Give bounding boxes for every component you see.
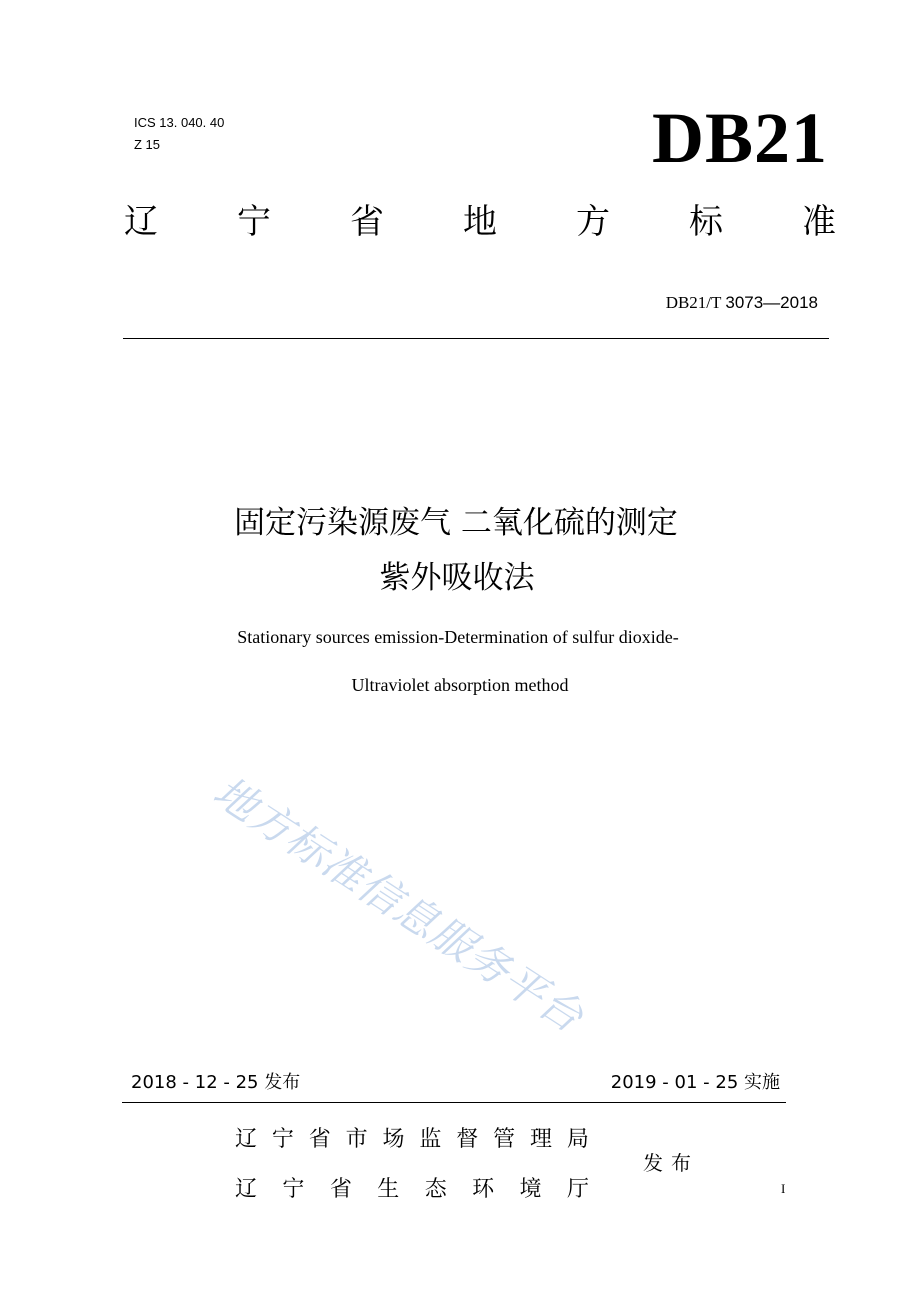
standard-type-char: 辽: [124, 202, 158, 242]
standard-number: [666, 292, 818, 314]
issue-date: 2018 - 12 - 25 发布: [131, 1072, 301, 1093]
issuer-char: 场: [382, 1127, 405, 1152]
top-divider: [123, 338, 829, 339]
standard-type-char: 准: [802, 202, 836, 242]
title-cn-line1: 固定污染源废气 二氧化硫的测定: [234, 505, 678, 541]
standard-type-char: 宁: [237, 202, 271, 242]
issuer-char: 辽: [235, 1177, 258, 1202]
standard-type-char: 地: [463, 202, 497, 242]
standard-number-value: 3073—2018: [725, 293, 818, 312]
issuer-line2: [235, 1175, 589, 1205]
standard-type-char: 方: [576, 202, 610, 242]
implementation-date: 2019 - 01 - 25 实施: [610, 1072, 780, 1093]
issuer-char: 辽: [235, 1127, 258, 1152]
title-en-line2: Ultraviolet absorption method: [351, 675, 569, 695]
standard-number-prefix: DB21/T: [665, 293, 722, 312]
issuer-char: 监: [419, 1127, 442, 1152]
standard-type-char: 省: [350, 202, 384, 242]
watermark: 地方标准信息服务平台: [204, 766, 593, 1043]
classification-codes: [134, 114, 224, 158]
issuer-char: 宁: [282, 1177, 305, 1202]
issuer-char: 管: [493, 1127, 516, 1152]
page-number: I: [781, 1181, 786, 1196]
issuer-char: 态: [424, 1177, 447, 1202]
standard-type: [124, 196, 836, 248]
issuer-char: 厅: [566, 1177, 589, 1202]
ccs-code: Z 15: [134, 137, 161, 152]
issuer-char: 省: [329, 1177, 352, 1202]
issuer-char: 环: [472, 1177, 495, 1202]
title-cn-line2: 紫外吸收法: [379, 560, 535, 596]
db21-logo: DB21: [651, 98, 828, 178]
title-en-line1: Stationary sources emission-Determination of sulfur dioxide-: [237, 627, 679, 647]
issuer-char: 市: [345, 1127, 368, 1152]
issuer-char: 生: [377, 1177, 400, 1202]
ics-code: ICS 13. 040. 40: [134, 115, 225, 130]
issuer-char: 局: [566, 1127, 589, 1152]
issued-label: 发布: [643, 1151, 699, 1175]
issuer-line1: [235, 1125, 589, 1155]
standard-type-char: 标: [689, 202, 723, 242]
issuer-char: 督: [456, 1127, 479, 1152]
issuer-char: 理: [530, 1127, 553, 1152]
issuer-char: 省: [308, 1127, 331, 1152]
issuer-char: 宁: [271, 1127, 294, 1152]
bottom-divider: [122, 1102, 786, 1103]
issuer-char: 境: [519, 1177, 542, 1202]
